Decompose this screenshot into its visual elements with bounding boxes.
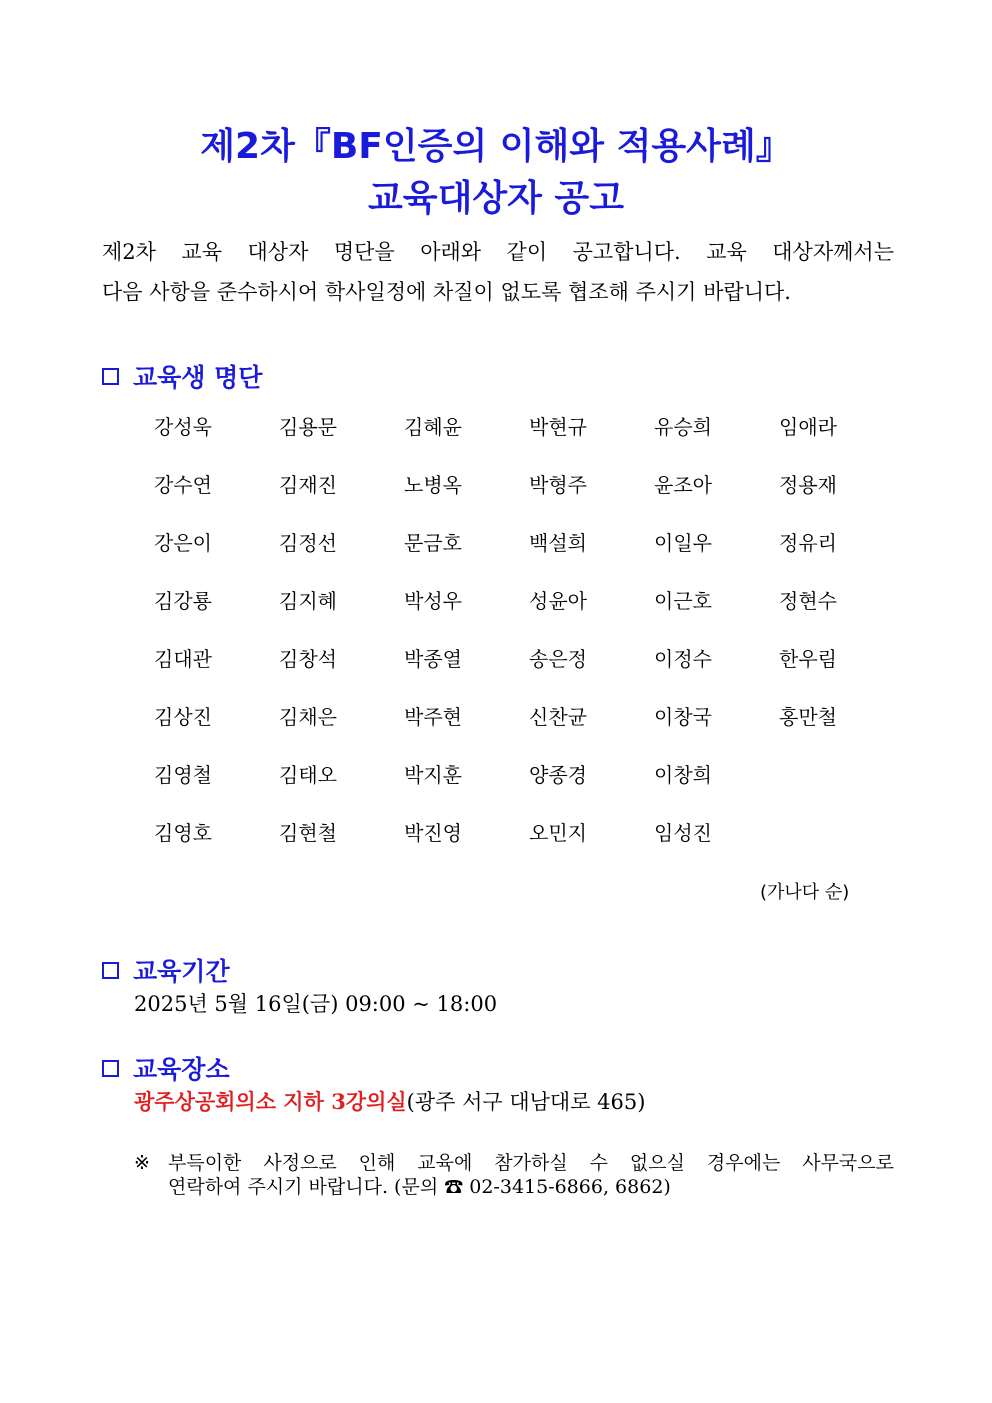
student-name: 성윤아 <box>529 589 587 613</box>
section-title: 교육생 명단 <box>133 363 263 392</box>
student-name: 홍만철 <box>779 705 837 729</box>
student-name: 정용재 <box>779 473 837 497</box>
student-name: 양종경 <box>529 763 587 787</box>
student-name: 임성진 <box>654 821 712 845</box>
student-name: 강은이 <box>154 531 212 555</box>
checkbox-square-icon <box>102 1060 119 1077</box>
student-name: 강성욱 <box>154 415 212 439</box>
student-name: 노병옥 <box>404 473 462 497</box>
student-name: 김지혜 <box>279 589 337 613</box>
student-name: 김대관 <box>154 647 212 671</box>
section-title: 교육장소 <box>133 1055 230 1084</box>
student-name: 김영호 <box>154 821 212 845</box>
student-name: 문금호 <box>404 531 462 555</box>
student-name: 박형주 <box>529 473 587 497</box>
section-title: 교육기간 <box>133 957 230 986</box>
student-name: 김강룡 <box>154 589 212 613</box>
place-line <box>134 1086 645 1116</box>
checkbox-square-icon <box>102 368 119 385</box>
student-name: 김창석 <box>279 647 337 671</box>
student-name: 박현규 <box>529 415 587 439</box>
student-name: 신찬균 <box>529 705 587 729</box>
place-venue: 광주상공회의소 지하 3강의실 <box>134 1089 407 1114</box>
intro-line-2: 다음 사항을 준수하시어 학사일정에 차질이 없도록 협조해 주시기 바랍니다. <box>102 280 791 304</box>
student-name: 김용문 <box>279 415 337 439</box>
student-name: 송은정 <box>529 647 587 671</box>
student-name-grid <box>154 398 904 862</box>
page-title: 제2차『BF인증의 이해와 적용사례』 <box>200 126 792 167</box>
student-name <box>779 746 904 804</box>
student-name: 김현철 <box>279 821 337 845</box>
student-name: 이일우 <box>654 531 712 555</box>
section-heading-names <box>102 358 262 394</box>
checkbox-square-icon <box>102 962 119 979</box>
student-name: 김재진 <box>279 473 337 497</box>
reference-mark-icon: ※ <box>134 1152 150 1174</box>
student-name: 임애라 <box>779 415 837 439</box>
student-name: 박지훈 <box>404 763 462 787</box>
student-name: 이근호 <box>654 589 712 613</box>
student-name <box>779 804 904 862</box>
student-name: 오민지 <box>529 821 587 845</box>
student-name: 이창국 <box>654 705 712 729</box>
student-name: 김영철 <box>154 763 212 787</box>
student-name: 김정선 <box>279 531 337 555</box>
student-name: 김태오 <box>279 763 337 787</box>
student-name: 유승희 <box>654 415 712 439</box>
notice-text-1: 부득이한 사정으로 인해 교육에 참가하실 수 없으실 경우에는 사무국으로 <box>168 1152 894 1174</box>
intro-line-1: 제2차 교육 대상자 명단을 아래와 같이 공고합니다. 교육 대상자께서는 <box>102 240 894 264</box>
student-name: 김상진 <box>154 705 212 729</box>
student-name: 이정수 <box>654 647 712 671</box>
notice-line-2: 연락하여 주시기 바랍니다. (문의 ☎ 02-3415-6866, 6862) <box>168 1176 671 1198</box>
section-heading-period <box>102 952 230 988</box>
page-subtitle: 교육대상자 공고 <box>368 178 624 219</box>
student-name: 정유리 <box>779 531 837 555</box>
period-text: 2025년 5월 16일(금) 09:00 ~ 18:00 <box>134 992 498 1016</box>
place-address: (광주 서구 대남대로 465) <box>406 1090 646 1114</box>
student-name: 박진영 <box>404 821 462 845</box>
student-name: 김채은 <box>279 705 337 729</box>
student-name: 강수연 <box>154 473 212 497</box>
student-name: 박주현 <box>404 705 462 729</box>
student-name: 박성우 <box>404 589 462 613</box>
student-name: 한우림 <box>779 647 837 671</box>
student-name: 백설희 <box>529 531 587 555</box>
section-heading-place <box>102 1050 230 1086</box>
student-name: 이창희 <box>654 763 712 787</box>
notice-line-1 <box>134 1150 894 1176</box>
student-name: 윤조아 <box>654 473 712 497</box>
student-name: 김혜윤 <box>404 415 462 439</box>
student-name: 정현수 <box>779 589 837 613</box>
order-note: (가나다 순) <box>760 882 850 903</box>
student-name: 박종열 <box>404 647 462 671</box>
